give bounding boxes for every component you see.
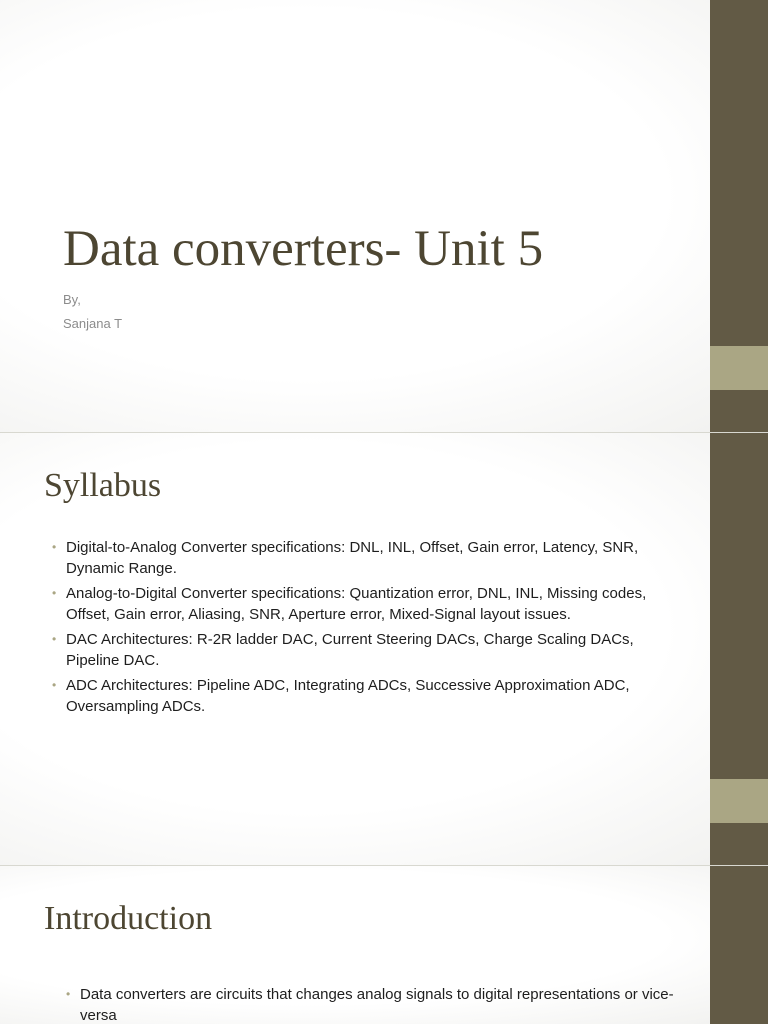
slide-title: Syllabus — [44, 467, 162, 504]
list-item-text: Digital-to-Analog Converter specifications: DNL, INL, Offset, Gain error, Latency, SNR, Dynamic Range. — [66, 539, 639, 577]
bullet-icon: • — [52, 540, 57, 554]
list-item — [52, 629, 682, 671]
slide-title: Introduction — [44, 900, 213, 937]
list-item — [66, 984, 696, 1024]
list-item-text: Analog-to-Digital Converter specifications: Quantization error, DNL, INL, Missing codes, Offset, Gain error, Aliasing, SNR, Aperture error, Mixed-Signal layout issues. — [66, 585, 647, 623]
bullet-icon: • — [66, 987, 71, 1001]
bullet-icon: • — [52, 678, 57, 692]
author-name: Sanjana T — [63, 316, 123, 331]
introduction-slide — [0, 866, 768, 1024]
sidebar-bar — [710, 866, 768, 1024]
list-item-text: DAC Architectures: R-2R ladder DAC, Current Steering DACs, Charge Scaling DACs, Pipeline DAC. — [66, 631, 634, 669]
presentation-title: Data converters- Unit 5 — [63, 221, 544, 277]
list-item-text: Data converters are circuits that changes analog signals to digital representations or vice-versa — [80, 986, 674, 1024]
list-item — [52, 583, 682, 625]
sidebar-accent — [710, 346, 768, 390]
bullet-icon: • — [52, 632, 57, 646]
list-item — [52, 675, 682, 717]
introduction-list — [66, 984, 696, 1024]
syllabus-slide — [0, 433, 768, 865]
syllabus-list — [52, 537, 682, 721]
bullet-icon: • — [52, 586, 57, 600]
by-label: By, — [63, 292, 81, 307]
title-slide — [0, 0, 768, 432]
list-item-text: ADC Architectures: Pipeline ADC, Integrating ADCs, Successive Approximation ADC, Oversampling ADCs. — [66, 677, 630, 715]
list-item — [52, 537, 682, 579]
sidebar-accent — [710, 779, 768, 823]
